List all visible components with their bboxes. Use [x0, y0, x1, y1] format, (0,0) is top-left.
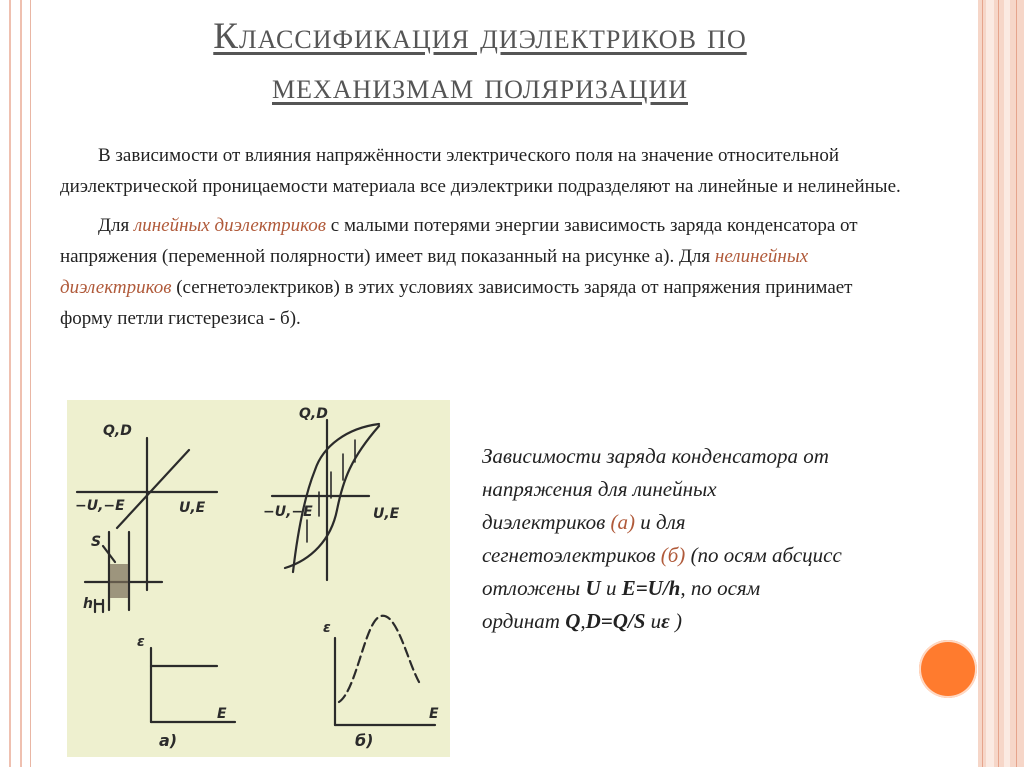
caption-text-2: и для сегнетоэлектриков	[482, 510, 686, 567]
caption-formula-e: E=U/h	[621, 576, 681, 600]
label-s: S	[91, 534, 102, 550]
highlight-nonlinear-dielectrics: нелинейных диэлектриков	[60, 246, 809, 298]
right-frame-stripe	[986, 0, 994, 767]
slide-title	[60, 12, 900, 112]
diagram-figure	[67, 400, 450, 757]
p2-text-3: (сегнетоэлектриков) в этих условиях зависимость заряда от напряжения принимает форму петли гистерезиса - б).	[60, 277, 853, 329]
dielectric-crosshatch	[110, 564, 128, 598]
label-panel-b: б)	[355, 731, 374, 750]
caption-text-7: )	[669, 609, 683, 633]
label-qd-b: Q,D	[299, 406, 328, 422]
caption-text-1: Зависимости заряда конденсатора от напряжения для линейных диэлектриков	[482, 444, 829, 534]
caption-formula-d: D=Q/S	[585, 609, 646, 633]
label-e-a: E	[217, 706, 227, 722]
caption-symbol-q: Q	[565, 609, 581, 633]
paragraph-1: В зависимости от влияния напряжённости электрического поля на значение относительной диэлектрической проницаемости материала все диэлектрики подразделяют на линейные и нелинейные.	[60, 145, 901, 197]
label-eps-b: ε	[323, 620, 331, 636]
caption-ref-a: (а)	[610, 510, 635, 534]
label-pos-b: U,E	[373, 506, 400, 522]
right-frame-line	[1016, 0, 1017, 767]
caption-ref-b: (б)	[660, 543, 686, 567]
left-frame-line	[20, 0, 22, 767]
right-frame-stripe	[1004, 0, 1010, 767]
label-e-b: E	[429, 706, 439, 722]
body-text	[60, 140, 905, 342]
right-frame	[978, 0, 1024, 767]
label-panel-a: а)	[159, 731, 178, 750]
diagram-svg	[67, 400, 450, 757]
paragraph-2	[60, 210, 905, 334]
label-qd-a: Q,D	[103, 423, 132, 439]
caption-symbol-eps: ε	[661, 609, 670, 633]
title-line-1: Классификация диэлектриков по	[213, 16, 747, 57]
title-line-2: механизмам поляризации	[272, 66, 688, 107]
left-frame-line	[9, 0, 11, 767]
label-neg-b: −U,−E	[263, 504, 313, 520]
p2-text-2: с малыми потерями энергии зависимость заряда конденсатора от напряжения (переменной полярности) имеет вид показанный на рисунке а). Для	[60, 215, 858, 267]
right-frame-line	[998, 0, 999, 767]
eps-peak-curve	[339, 616, 419, 702]
left-frame	[0, 0, 31, 767]
highlight-linear-dielectrics: линейных диэлектриков	[133, 215, 327, 236]
label-neg-a: −U,−E	[75, 498, 125, 514]
caption-symbol-u: U	[585, 576, 601, 600]
orange-circle-decoration	[919, 640, 977, 698]
caption-text-4: и	[600, 576, 622, 600]
caption-text-6: и	[645, 609, 662, 633]
caption-text-3: (по осям абсцисс отложены	[482, 543, 842, 600]
p2-text-1: Для	[98, 215, 134, 236]
caption-text-5: , по осям ординат	[482, 576, 761, 633]
hysteresis-upper-branch	[293, 424, 379, 572]
label-pos-a: U,E	[179, 500, 206, 516]
figure-caption	[482, 440, 842, 638]
label-h: h	[83, 596, 93, 612]
right-frame-line	[982, 0, 983, 767]
linear-dependence-line	[117, 450, 189, 528]
label-eps-a: ε	[137, 634, 145, 650]
caption-comma: ,	[580, 609, 586, 633]
